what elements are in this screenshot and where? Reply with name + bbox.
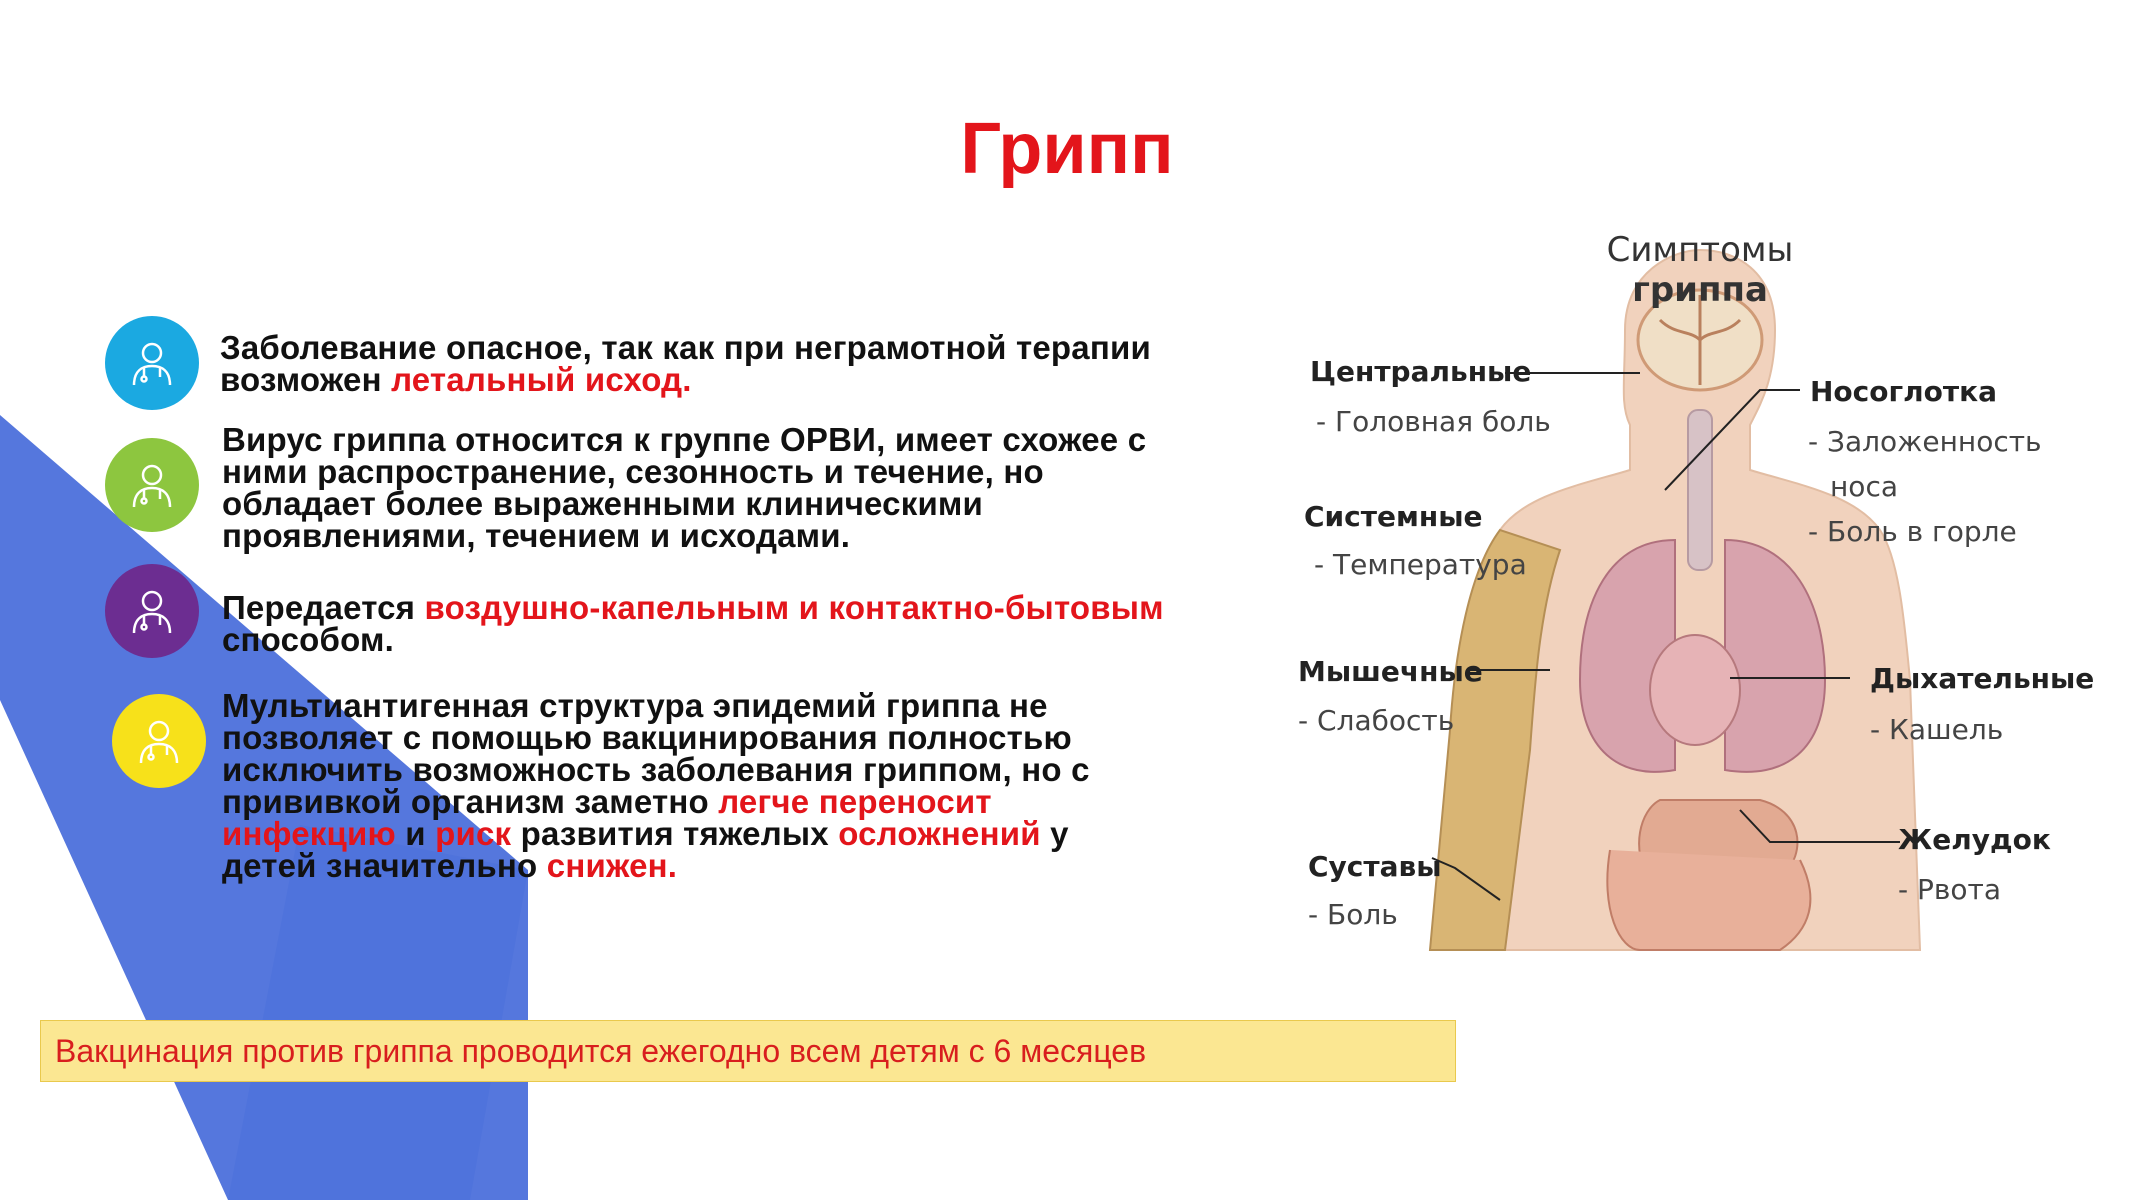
label-central-sub: - Головная боль xyxy=(1316,405,1551,438)
label-respiratory-sub: - Кашель xyxy=(1870,713,2004,746)
label-systemic-sub: - Температура xyxy=(1314,548,1527,581)
doctor-icon xyxy=(122,333,182,393)
label-nasopharynx-sub2: носа xyxy=(1830,470,1898,503)
doctor-icon xyxy=(129,711,189,771)
vaccination-banner xyxy=(40,1020,1456,1082)
page-title: Грипп xyxy=(960,109,1174,189)
item-text-3: Передается воздушно-капельным и контактно-бытовым способом. xyxy=(222,589,1164,658)
item-text-1: Заболевание опасное, так как при неграмотной терапии возможен летальный исход. xyxy=(220,329,1151,398)
diagram-title: Симптомы гриппа xyxy=(1606,230,1794,310)
label-joints-sub: - Боль xyxy=(1308,898,1398,931)
flu-symptoms-diagram xyxy=(1280,210,2100,980)
label-muscular-sub: - Слабость xyxy=(1298,704,1455,737)
label-nasopharynx-sub1: - Заложенность xyxy=(1808,425,2042,458)
icon-circle-1 xyxy=(105,316,199,410)
label-stomach-head: Желудок xyxy=(1898,823,2051,856)
icon-circle-4 xyxy=(112,694,206,788)
item-text-4: Мультиантигенная структура эпидемий гриппа не позволяет с помощью вакцинирования полностью исключить возможность заболевания гриппом, но с прививкой организм заметно легче переносит инфекцию и риск развития тяжелых осложнений у детей значительно снижен. xyxy=(222,687,1090,884)
label-systemic-head: Системные xyxy=(1304,500,1483,533)
label-muscular-head: Мышечные xyxy=(1298,655,1483,688)
label-nasopharynx-head: Носоглотка xyxy=(1810,375,1998,408)
label-stomach-sub: - Рвота xyxy=(1898,873,2001,906)
icon-circle-3 xyxy=(105,564,199,658)
item-text-2: Вирус гриппа относится к группе ОРВИ, имеет схожее с ними распространение, сезонность и течение, но обладает более выраженными клиническими проявлениями, течением и исходами. xyxy=(222,421,1147,554)
label-respiratory-head: Дыхательные xyxy=(1870,662,2095,695)
doctor-icon xyxy=(122,455,182,515)
icon-circle-2 xyxy=(105,438,199,532)
doctor-icon xyxy=(122,581,182,641)
label-joints-head: Суставы xyxy=(1308,850,1442,883)
banner-text: Вакцинация против гриппа проводится ежегодно всем детям с 6 месяцев xyxy=(55,1032,1147,1069)
label-central-head: Центральные xyxy=(1310,355,1532,388)
label-nasopharynx-sub3: - Боль в горле xyxy=(1808,515,2017,548)
